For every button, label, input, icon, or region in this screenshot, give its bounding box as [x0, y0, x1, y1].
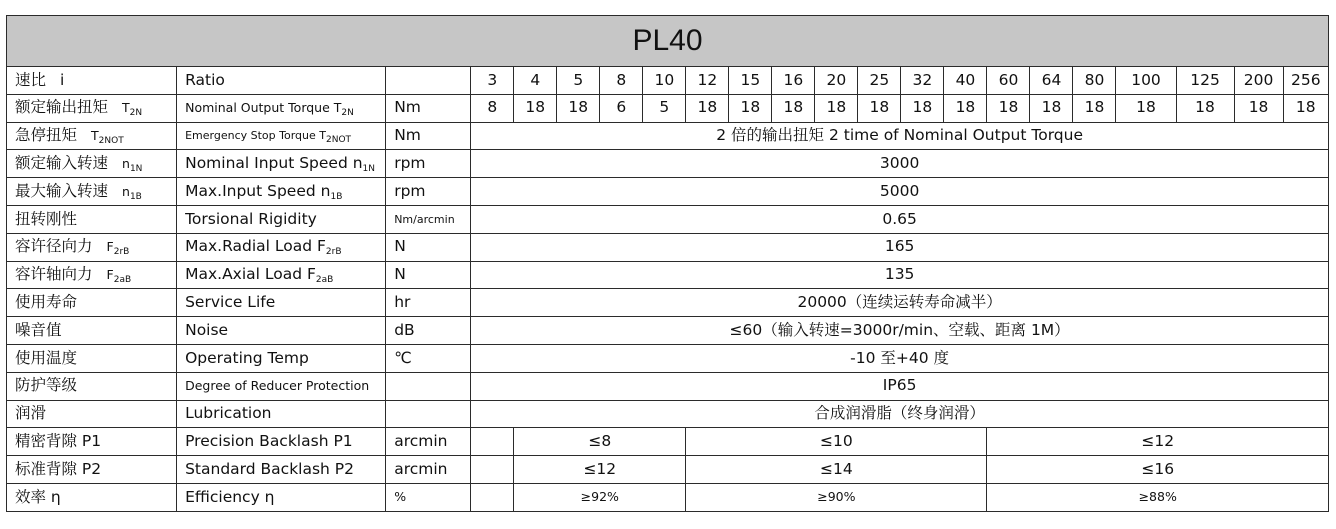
ratio-cell: 3: [471, 67, 514, 95]
backlash-cell: ≤12: [987, 428, 1329, 456]
row-label-en: Max.Axial Load F2aB: [177, 261, 386, 289]
row-label-cn: 标准背隙 P2: [7, 456, 177, 484]
row-label-cn: 润滑: [7, 400, 177, 428]
row-unit: Nm: [386, 94, 471, 122]
row-label-cn: 效率 η: [7, 483, 177, 511]
table-row: [7, 261, 1329, 289]
table-row: [7, 400, 1329, 428]
table-row: [7, 94, 1329, 122]
spec-table: [6, 15, 1329, 512]
row-label-cn: 使用寿命: [7, 289, 177, 317]
ratio-cell: 80: [1073, 67, 1116, 95]
torque-cell: 18: [901, 94, 944, 122]
row-label-en: Noise: [177, 317, 386, 345]
row-value: 5000: [471, 178, 1329, 206]
row-value: 165: [471, 233, 1329, 261]
ratio-cell: 25: [858, 67, 901, 95]
row-label-en: Standard Backlash P2: [177, 456, 386, 484]
table-row: [7, 289, 1329, 317]
torque-cell: 8: [471, 94, 514, 122]
row-label-en: Max.Input Speed n1B: [177, 178, 386, 206]
torque-cell: 18: [858, 94, 901, 122]
row-unit: rpm: [386, 150, 471, 178]
ratio-cell: 256: [1283, 67, 1328, 95]
row-label-en: Ratio: [177, 67, 386, 95]
empty-cell: [471, 483, 514, 511]
torque-cell: 18: [1176, 94, 1234, 122]
ratio-cell: 32: [901, 67, 944, 95]
table-row: [7, 372, 1329, 400]
torque-cell: 18: [514, 94, 557, 122]
table-row: [7, 483, 1329, 511]
ratio-cell: 40: [944, 67, 987, 95]
ratio-cell: 10: [643, 67, 686, 95]
table-row: [7, 122, 1329, 150]
row-label-cn: 急停扭矩 T2NOT: [7, 122, 177, 150]
row-value: 0.65: [471, 205, 1329, 233]
row-label-en: Precision Backlash P1: [177, 428, 386, 456]
row-label-en: Service Life: [177, 289, 386, 317]
torque-cell: 18: [1234, 94, 1283, 122]
row-unit: arcmin: [386, 428, 471, 456]
ratio-cell: 4: [514, 67, 557, 95]
row-unit: ℃: [386, 344, 471, 372]
row-unit: [386, 372, 471, 400]
row-value: 135: [471, 261, 1329, 289]
efficiency-cell: ≥88%: [987, 483, 1329, 511]
torque-cell: 18: [944, 94, 987, 122]
ratio-cell: 200: [1234, 67, 1283, 95]
row-label-en: Max.Radial Load F2rB: [177, 233, 386, 261]
torque-cell: 18: [1283, 94, 1328, 122]
backlash-cell: ≤16: [987, 456, 1329, 484]
row-label-cn: 精密背隙 P1: [7, 428, 177, 456]
ratio-cell: 20: [815, 67, 858, 95]
table-row: [7, 150, 1329, 178]
row-unit: arcmin: [386, 456, 471, 484]
empty-cell: [471, 428, 514, 456]
ratio-cell: 125: [1176, 67, 1234, 95]
row-unit: rpm: [386, 178, 471, 206]
row-label-cn: 容许轴向力 F2aB: [7, 261, 177, 289]
row-unit: Nm: [386, 122, 471, 150]
row-unit: N: [386, 233, 471, 261]
row-label-cn: 容许径向力 F2rB: [7, 233, 177, 261]
backlash-cell: ≤12: [514, 456, 686, 484]
row-label-en: Operating Temp: [177, 344, 386, 372]
table-row: [7, 205, 1329, 233]
row-unit: [386, 67, 471, 95]
efficiency-cell: ≥92%: [514, 483, 686, 511]
ratio-cell: 60: [987, 67, 1030, 95]
row-unit: N: [386, 261, 471, 289]
ratio-cell: 16: [772, 67, 815, 95]
row-unit: dB: [386, 317, 471, 345]
row-label-en: Nominal Input Speed n1N: [177, 150, 386, 178]
row-value: IP65: [471, 372, 1329, 400]
ratio-cell: 5: [557, 67, 600, 95]
backlash-cell: ≤14: [686, 456, 987, 484]
row-label-cn: 防护等级: [7, 372, 177, 400]
table-row: [7, 344, 1329, 372]
row-value: 20000（连续运转寿命减半）: [471, 289, 1329, 317]
torque-cell: 5: [643, 94, 686, 122]
row-label-cn: 速比 i: [7, 67, 177, 95]
row-label-en: Emergency Stop Torque $T_{2NOT}$: [177, 122, 386, 150]
empty-cell: [471, 456, 514, 484]
row-label-cn: 最大输入转速 n1B: [7, 178, 177, 206]
ratio-cell: 8: [600, 67, 643, 95]
row-label-en: Torsional Rigidity: [177, 205, 386, 233]
row-unit: %: [386, 483, 471, 511]
row-label-en: Degree of Reducer Protection: [177, 372, 386, 400]
backlash-cell: ≤10: [686, 428, 987, 456]
row-value: 合成润滑脂（终身润滑）: [471, 400, 1329, 428]
torque-cell: 18: [1073, 94, 1116, 122]
table-title: PL40: [7, 16, 1329, 67]
torque-cell: 18: [987, 94, 1030, 122]
row-value: 3000: [471, 150, 1329, 178]
efficiency-cell: ≥90%: [686, 483, 987, 511]
ratio-cell: 100: [1116, 67, 1176, 95]
row-label-cn: 使用温度: [7, 344, 177, 372]
row-label-en: Efficiency η: [177, 483, 386, 511]
row-label-en: Nominal Output Torque $T_{2N}$: [177, 94, 386, 122]
table-row: [7, 317, 1329, 345]
row-value: ≤60（输入转速=3000r/min、空载、距离 1M）: [471, 317, 1329, 345]
table-row: [7, 178, 1329, 206]
ratio-cell: 15: [729, 67, 772, 95]
torque-cell: 18: [1116, 94, 1176, 122]
table-row: [7, 233, 1329, 261]
table-row: [7, 67, 1329, 95]
ratio-cell: 64: [1030, 67, 1073, 95]
ratio-cell: 12: [686, 67, 729, 95]
row-label-en: Lubrication: [177, 400, 386, 428]
row-label-cn: 扭转刚性: [7, 205, 177, 233]
row-label-cn: 额定输出扭矩 T2N: [7, 94, 177, 122]
table-row: [7, 428, 1329, 456]
row-value: -10 至+40 度: [471, 344, 1329, 372]
torque-cell: 18: [815, 94, 858, 122]
torque-cell: 18: [686, 94, 729, 122]
torque-cell: 18: [729, 94, 772, 122]
row-value: 2 倍的输出扭矩 2 time of Nominal Output Torque: [471, 122, 1329, 150]
torque-cell: 18: [772, 94, 815, 122]
torque-cell: 6: [600, 94, 643, 122]
torque-cell: 18: [557, 94, 600, 122]
row-unit: Nm/arcmin: [386, 205, 471, 233]
torque-cell: 18: [1030, 94, 1073, 122]
row-label-cn: 噪音值: [7, 317, 177, 345]
row-label-cn: 额定输入转速 n1N: [7, 150, 177, 178]
backlash-cell: ≤8: [514, 428, 686, 456]
row-unit: hr: [386, 289, 471, 317]
row-unit: [386, 400, 471, 428]
table-row: [7, 456, 1329, 484]
